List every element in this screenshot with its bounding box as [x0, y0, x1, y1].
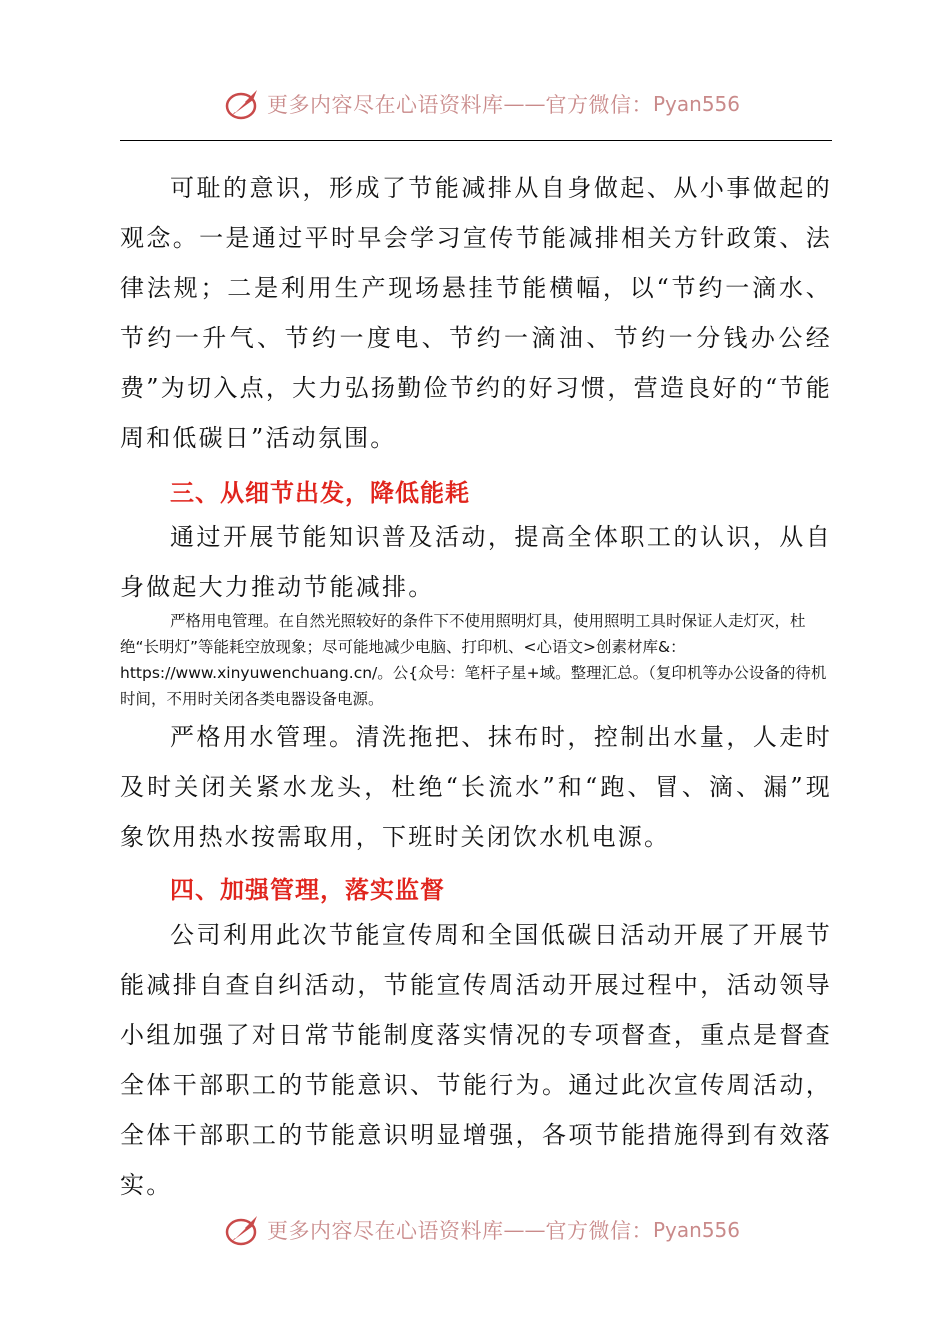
watermark-site: 更多内容尽在心语资料库 [267, 1219, 504, 1243]
paragraph-1 [120, 163, 832, 463]
paragraph-2-text: 通过开展节能知识普及活动，提高全体职工的认识，从自身做起大力推动节能减排。 [120, 523, 832, 601]
section-heading-4: 四、加强管理，落实监督 [170, 876, 445, 904]
header-watermark [0, 82, 950, 126]
watermark-separator: —— [503, 92, 546, 116]
paragraph-2 [120, 512, 832, 612]
paragraph-5 [120, 910, 832, 1210]
footer-watermark [0, 1208, 950, 1252]
paragraph-4-text: 严格用水管理。清洗拖把、抹布时，控制出水量，人走时及时关闭关紧水龙头，杜绝“长流水”和“跑、冒、滴、漏”现象饮用热水按需取用，下班时关闭饮水机电源。 [120, 723, 832, 851]
header-divider [120, 140, 832, 141]
paragraph-5-text: 公司利用此次节能宣传周和全国低碳日活动开展了开展节能减排自查自纠活动，节能宣传周活动开展过程中，活动领导小组加强了对日常节能制度落实情况的专项督查，重点是督查全体干部职工的节能意识、节能行为。通过此次宣传周活动，全体干部职工的节能意识明显增强，各项节能措施得到有效落实。 [120, 921, 832, 1199]
paragraph-1-text: 可耻的意识，形成了节能减排从自身做起、从小事做起的观念。一是通过平时早会学习宣传节能减排相关方针政策、法律法规；二是利用生产现场悬挂节能横幅，以“节约一滴水、节约一升气、节约一度电、节约一滴油、节约一分钱办公经费”为切入点，大力弘扬勤俭节约的好习惯，营造良好的“节能周和低碳日”活动氛围。 [120, 174, 832, 452]
watermark-wechat-id: Pyan556 [653, 92, 741, 116]
quill-logo-icon [223, 86, 263, 122]
watermark-wechat-id: Pyan556 [653, 1218, 741, 1242]
watermark-site: 更多内容尽在心语资料库 [267, 93, 504, 117]
watermark-wechat-label: 官方微信： [545, 1219, 653, 1243]
watermark-wechat-label: 官方微信： [545, 93, 653, 117]
paragraph-3-small: 严格用电管理。在自然光照较好的条件下不使用照明灯具，使用照明工具时保证人走灯灭，杜绝“长明灯”等能耗空放现象；尽可能地减少电脑、打印机、<心语文>创素材库&：https://www.xinyuwenchuang.cn/。公{众号：笔杆子星+域。整理汇总。（复印机等办公设备的待机时间，不用时关闭各类电器设备电源。 [120, 612, 827, 708]
paragraph-4 [120, 712, 832, 862]
watermark-separator: —— [503, 1218, 546, 1242]
section-heading-3: 三、从细节出发，降低能耗 [170, 479, 470, 507]
quill-logo-icon [223, 1212, 263, 1248]
